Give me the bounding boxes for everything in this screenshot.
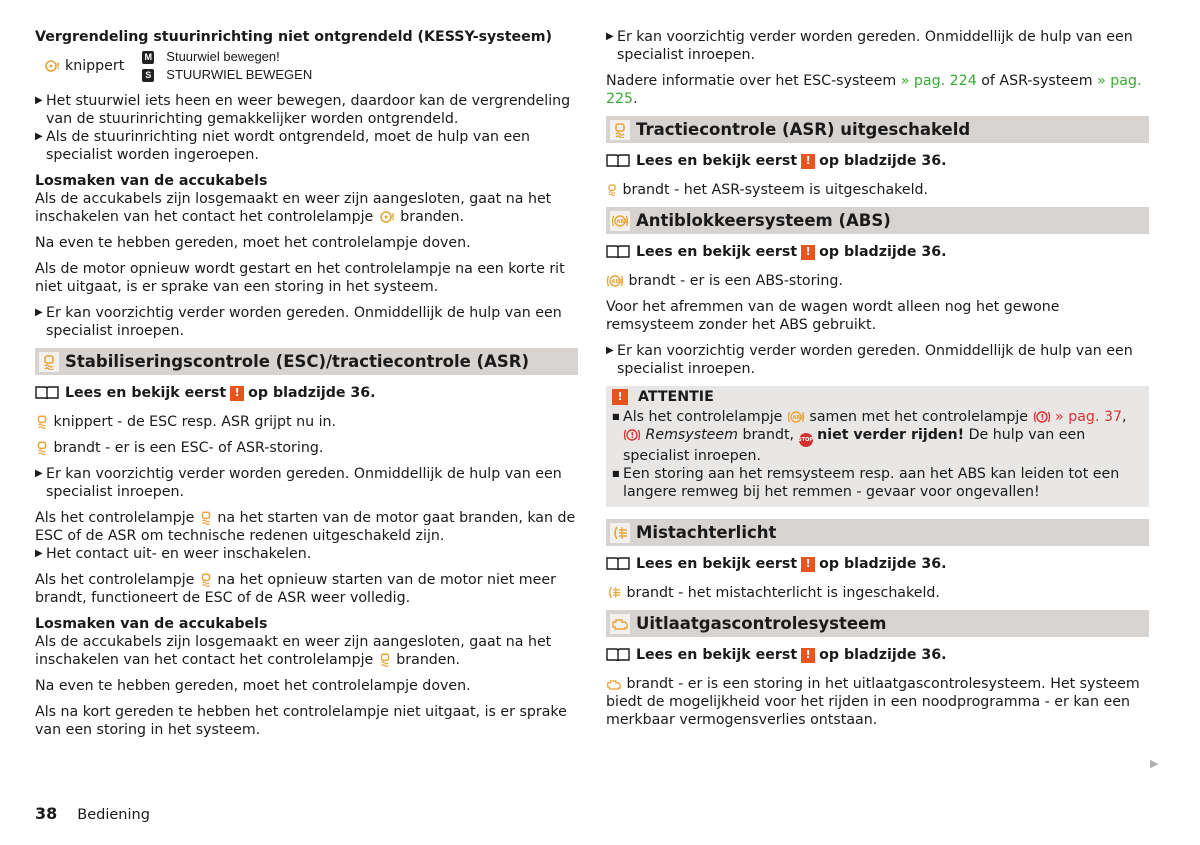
battery-text: Als de accukabels zijn losgemaakt en weer zijn aangesloten, gaat na het inschakelen van het contact het controlelampje ! branden.: [35, 191, 552, 225]
display-key-s: S: [142, 69, 154, 82]
bullet-marker: ▶: [35, 548, 43, 559]
section-heading-asr: [606, 116, 1149, 143]
esc-blinks-text: knippert - de ESC resp. ASR grijpt nu in.: [35, 413, 578, 431]
battery-section-title: Losmaken van de accukabels: [35, 173, 268, 189]
abs-icon: [787, 410, 805, 424]
kessy-display-messages: [142, 48, 312, 84]
svg-text:!: !: [630, 431, 635, 440]
brake-icon: [623, 428, 641, 442]
book-icon: [606, 557, 630, 571]
section-heading-esc: [35, 348, 578, 375]
kessy-message-1: Stuurwiel bewegen!: [166, 49, 280, 64]
stop-icon: STOP: [799, 433, 813, 447]
bullet-item: ▶ Er kan voorzichtig verder worden gereden. Onmiddellijk de hulp van een specialist inroepen.: [35, 466, 562, 500]
asr-lit-text: brandt - het ASR-systeem is uitgeschakeld.: [606, 181, 1149, 199]
esc-paragraph-2: Als het controlelampje na het opnieuw starten van de motor niet meer brandt, functioneert de ESC of de ASR weer volledig.: [35, 572, 556, 606]
bullet-marker: ▶: [606, 31, 614, 42]
bullet-marker: ▶: [35, 131, 43, 142]
svg-text:!: !: [1040, 413, 1044, 422]
abs-icon: [610, 211, 630, 231]
section-heading-text: Mistachterlicht: [636, 522, 777, 542]
esc-skid-icon: [199, 510, 213, 525]
battery-text-5: Na even te hebben gereden, moet het controlelampje doven.: [35, 678, 471, 694]
steering-lock-icon: [43, 59, 61, 73]
bullet-marker: ▶: [35, 95, 43, 106]
fog-lit-text: brandt - het mistachterlicht is ingeschakeld.: [606, 584, 1149, 602]
read-first-row: Lees en bekijk eerst ! op bladzijde 36.: [606, 646, 1149, 664]
bullet-item: ▶ Het contact uit- en weer inschakelen.: [35, 546, 312, 562]
kessy-lamp-row: [43, 48, 578, 84]
section-heading-text: Antiblokkeersysteem (ABS): [636, 210, 891, 230]
battery-text-6: Als na kort gereden te hebben het controlelampje niet uitgaat, is er sprake van een storing in het systeem.: [35, 704, 567, 738]
read-first-row: Lees en bekijk eerst ! op bladzijde 36.: [606, 152, 1149, 170]
warning-icon: !: [801, 154, 815, 169]
svg-text:ABS: ABS: [792, 415, 804, 421]
battery-text-2: Na even te hebben gereden, moet het controlelampje doven.: [35, 235, 471, 251]
section-heading-text: Stabiliseringscontrole (ESC)/tractiecontrole (ASR): [65, 351, 529, 371]
page-footer: [35, 805, 150, 824]
page-link[interactable]: » pag. 224: [900, 73, 977, 89]
esc-skid-icon: [39, 352, 59, 372]
battery-text-3: Als de motor opnieuw wordt gestart en het controlelampje na een korte rit niet uitgaat, is er sprake van een storing in het systeem.: [35, 261, 565, 295]
read-first-row: Lees en bekijk eerst ! op bladzijde 36.: [606, 243, 1149, 261]
svg-text:ABS: ABS: [616, 218, 628, 225]
bullet-marker: ▶: [35, 307, 43, 318]
display-key-m: M: [142, 51, 154, 64]
attention-item: ■ Als het controlelampje ABS samen met het controlelampje ! » pag. 37, ! Remsysteem brandt, STOP niet verder rijden! De hulp van een specialist inroepen.: [612, 409, 1127, 464]
kessy-blinks-label: knippert: [65, 58, 125, 74]
right-column: [606, 28, 1149, 737]
esc-skid-icon: [610, 120, 630, 140]
esc-skid-icon: [199, 572, 213, 587]
engine-icon: [610, 614, 630, 634]
book-icon: [606, 648, 630, 662]
esc-skid-icon: [35, 414, 49, 429]
battery-text-4: Als de accukabels zijn losgemaakt en weer zijn aangesloten, gaat na het inschakelen van het contact het controlelampje branden.: [35, 634, 552, 668]
esc-lit-text: brandt - er is een ESC- of ASR-storing.: [35, 439, 578, 457]
warning-icon: !: [801, 245, 815, 260]
more-info-text: Nadere informatie over het ESC-systeem » pag. 224 of ASR-systeem » pag. 225.: [606, 73, 1142, 107]
battery-section-title-2: Losmaken van de accukabels: [35, 616, 268, 632]
attention-box: [606, 386, 1149, 507]
page-link[interactable]: » pag. 225: [606, 73, 1142, 107]
page-link[interactable]: » pag. 37: [1055, 409, 1123, 425]
book-icon: [606, 245, 630, 259]
engine-icon: [606, 678, 622, 691]
section-heading-text: Tractiecontrole (ASR) uitgeschakeld: [636, 119, 971, 139]
bullet-item: ▶ Er kan voorzichtig verder worden gereden. Onmiddellijk de hulp van een specialist inroepen.: [606, 29, 1133, 63]
read-first-row: Lees en bekijk eerst ! op bladzijde 36.: [606, 555, 1149, 573]
bullet-marker: ▶: [606, 345, 614, 356]
book-icon: [35, 386, 59, 400]
esc-skid-icon: [606, 182, 618, 197]
read-first-row: Lees en bekijk eerst ! op bladzijde 36.: [35, 384, 578, 402]
bullet-item: ▶ Als de stuurinrichting niet wordt ontgrendeld, moet de hulp van een specialist worden ingeroepen.: [35, 129, 530, 163]
warning-icon: !: [230, 386, 244, 401]
section-heading-fog: [606, 519, 1149, 546]
chapter-label: Bediening: [77, 807, 150, 823]
left-column: [35, 28, 578, 747]
esc-skid-icon: [35, 440, 49, 455]
rear-fog-icon: [610, 523, 630, 543]
bullet-item: ▶ Het stuurwiel iets heen en weer bewegen, daardoor kan de vergrendeling van de stuurinrichting gemakkelijker worden ontgrendeld.: [35, 93, 571, 127]
warning-icon: !: [801, 557, 815, 572]
section-heading-abs: [606, 207, 1149, 234]
next-page-arrow-icon: ▶: [1150, 757, 1159, 770]
steering-lock-icon: [378, 210, 396, 224]
brake-icon: [1033, 410, 1051, 424]
page-number: 38: [35, 804, 58, 823]
svg-text:!: !: [56, 62, 61, 72]
kessy-message-2: STUURWIEL BEWEGEN: [166, 67, 313, 82]
kessy-blink-status: [43, 57, 124, 75]
abs-lit-text: ABS brandt - er is een ABS-storing.: [606, 272, 1149, 290]
kessy-title: Vergrendeling stuurinrichting niet ontgrendeld (KESSY-systeem): [35, 29, 553, 45]
esc-skid-icon: [378, 652, 392, 667]
svg-text:!: !: [390, 213, 395, 223]
abs-paragraph: Voor het afremmen van de wagen wordt alleen nog het gewone remsysteem zonder het ABS gebruikt.: [606, 299, 1060, 333]
bullet-marker: ▶: [35, 468, 43, 479]
section-heading-text: Uitlaatgascontrolesysteem: [636, 613, 887, 633]
egr-lit-text: brandt - er is een storing in het uitlaatgascontrolesysteem. Het systeem biedt de mogelijkheid voor het rijden in een noodprogramma - er kan een merkbaar vermogensverlies ontstaan.: [606, 676, 1140, 728]
book-icon: [606, 154, 630, 168]
rear-fog-icon: [606, 585, 622, 600]
esc-paragraph-1: Als het controlelampje na het starten van de motor gaat branden, kan de ESC of de ASR om technische redenen uitgeschakeld zijn.: [35, 510, 576, 544]
bullet-item: ▶ Er kan voorzichtig verder worden gereden. Onmiddellijk de hulp van een specialist inroepen.: [35, 305, 562, 339]
warning-icon: !: [612, 389, 628, 405]
abs-icon: [606, 274, 624, 288]
bullet-item: ▶ Er kan voorzichtig verder worden gereden. Onmiddellijk de hulp van een specialist inroepen.: [606, 343, 1133, 377]
svg-text:ABS: ABS: [611, 279, 623, 285]
warning-icon: !: [801, 648, 815, 663]
section-heading-egr: [606, 610, 1149, 637]
attention-item: ■ Een storing aan het remsysteem resp. aan het ABS kan leiden tot een langere remweg bij het remmen - gevaar voor ongevallen!: [612, 466, 1120, 500]
attention-title: ! ATTENTIE: [612, 388, 1143, 406]
